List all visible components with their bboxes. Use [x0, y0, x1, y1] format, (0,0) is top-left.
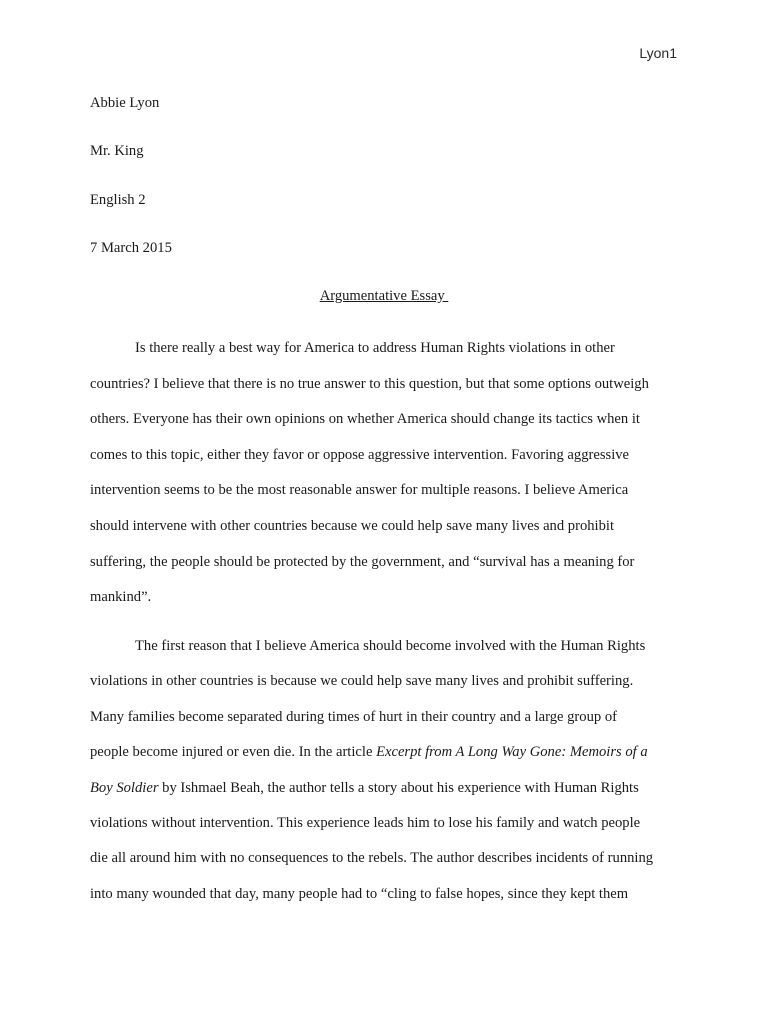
- paragraph-line: violations without intervention. This experience leads him to lose his family and watch people: [90, 814, 641, 831]
- heading-course: English 2: [90, 192, 146, 208]
- paragraph-1: [90, 338, 678, 623]
- cited-book-title-continued: Boy Soldier: [90, 779, 159, 796]
- paragraph-line: Many families become separated during times of hurt in their country and a large group of: [90, 708, 617, 725]
- heading-date: 7 March 2015: [90, 240, 172, 256]
- paragraph-line: The first reason that I believe America should become involved with the Human Rights: [135, 638, 646, 654]
- heading-teacher-name: Mr. King: [90, 143, 144, 159]
- line-text: people become injured or even die. In the article: [90, 744, 377, 761]
- paragraph-line-with-citation: [90, 778, 678, 813]
- paragraph-line: should intervene with other countries because we could help save many lives and prohibit: [90, 517, 615, 534]
- line-text: by Ishmael Beah, the author tells a story about his experience with Human Rights: [158, 779, 639, 796]
- paragraph-line-with-citation: [90, 742, 678, 777]
- paragraph-2: [90, 636, 678, 919]
- cited-book-title: Excerpt from A Long Way Gone: Memoirs of a: [376, 744, 648, 761]
- paragraph-line: intervention seems to be the most reasonable answer for multiple reasons. I believe America: [90, 482, 629, 499]
- running-header-page-number: Lyon1: [639, 45, 677, 61]
- paragraph-line: into many wounded that day, many people had to “cling to false hopes, since they kept them: [90, 885, 629, 902]
- paragraph-line: die all around him with no consequences to the rebels. The author describes incidents of running: [90, 850, 654, 867]
- essay-title: [0, 288, 768, 305]
- paragraph-line: violations in other countries is because we could help save many lives and prohibit suffering.: [90, 673, 634, 690]
- paragraph-line: countries? I believe that there is no true answer to this question, but that some options outweigh: [90, 375, 649, 392]
- paragraph-line: others. Everyone has their own opinions on whether America should change its tactics when it: [90, 411, 640, 428]
- essay-title-text: Argumentative Essay: [319, 288, 449, 304]
- heading-student-name: Abbie Lyon: [90, 95, 160, 111]
- paragraph-line: suffering, the people should be protected by the government, and “survival has a meaning for: [90, 553, 635, 570]
- paragraph-line: comes to this topic, either they favor or oppose aggressive intervention. Favoring aggressive: [90, 446, 630, 463]
- paragraph-line: Is there really a best way for America to address Human Rights violations in other: [135, 340, 615, 356]
- paragraph-line: mankind”.: [90, 589, 152, 606]
